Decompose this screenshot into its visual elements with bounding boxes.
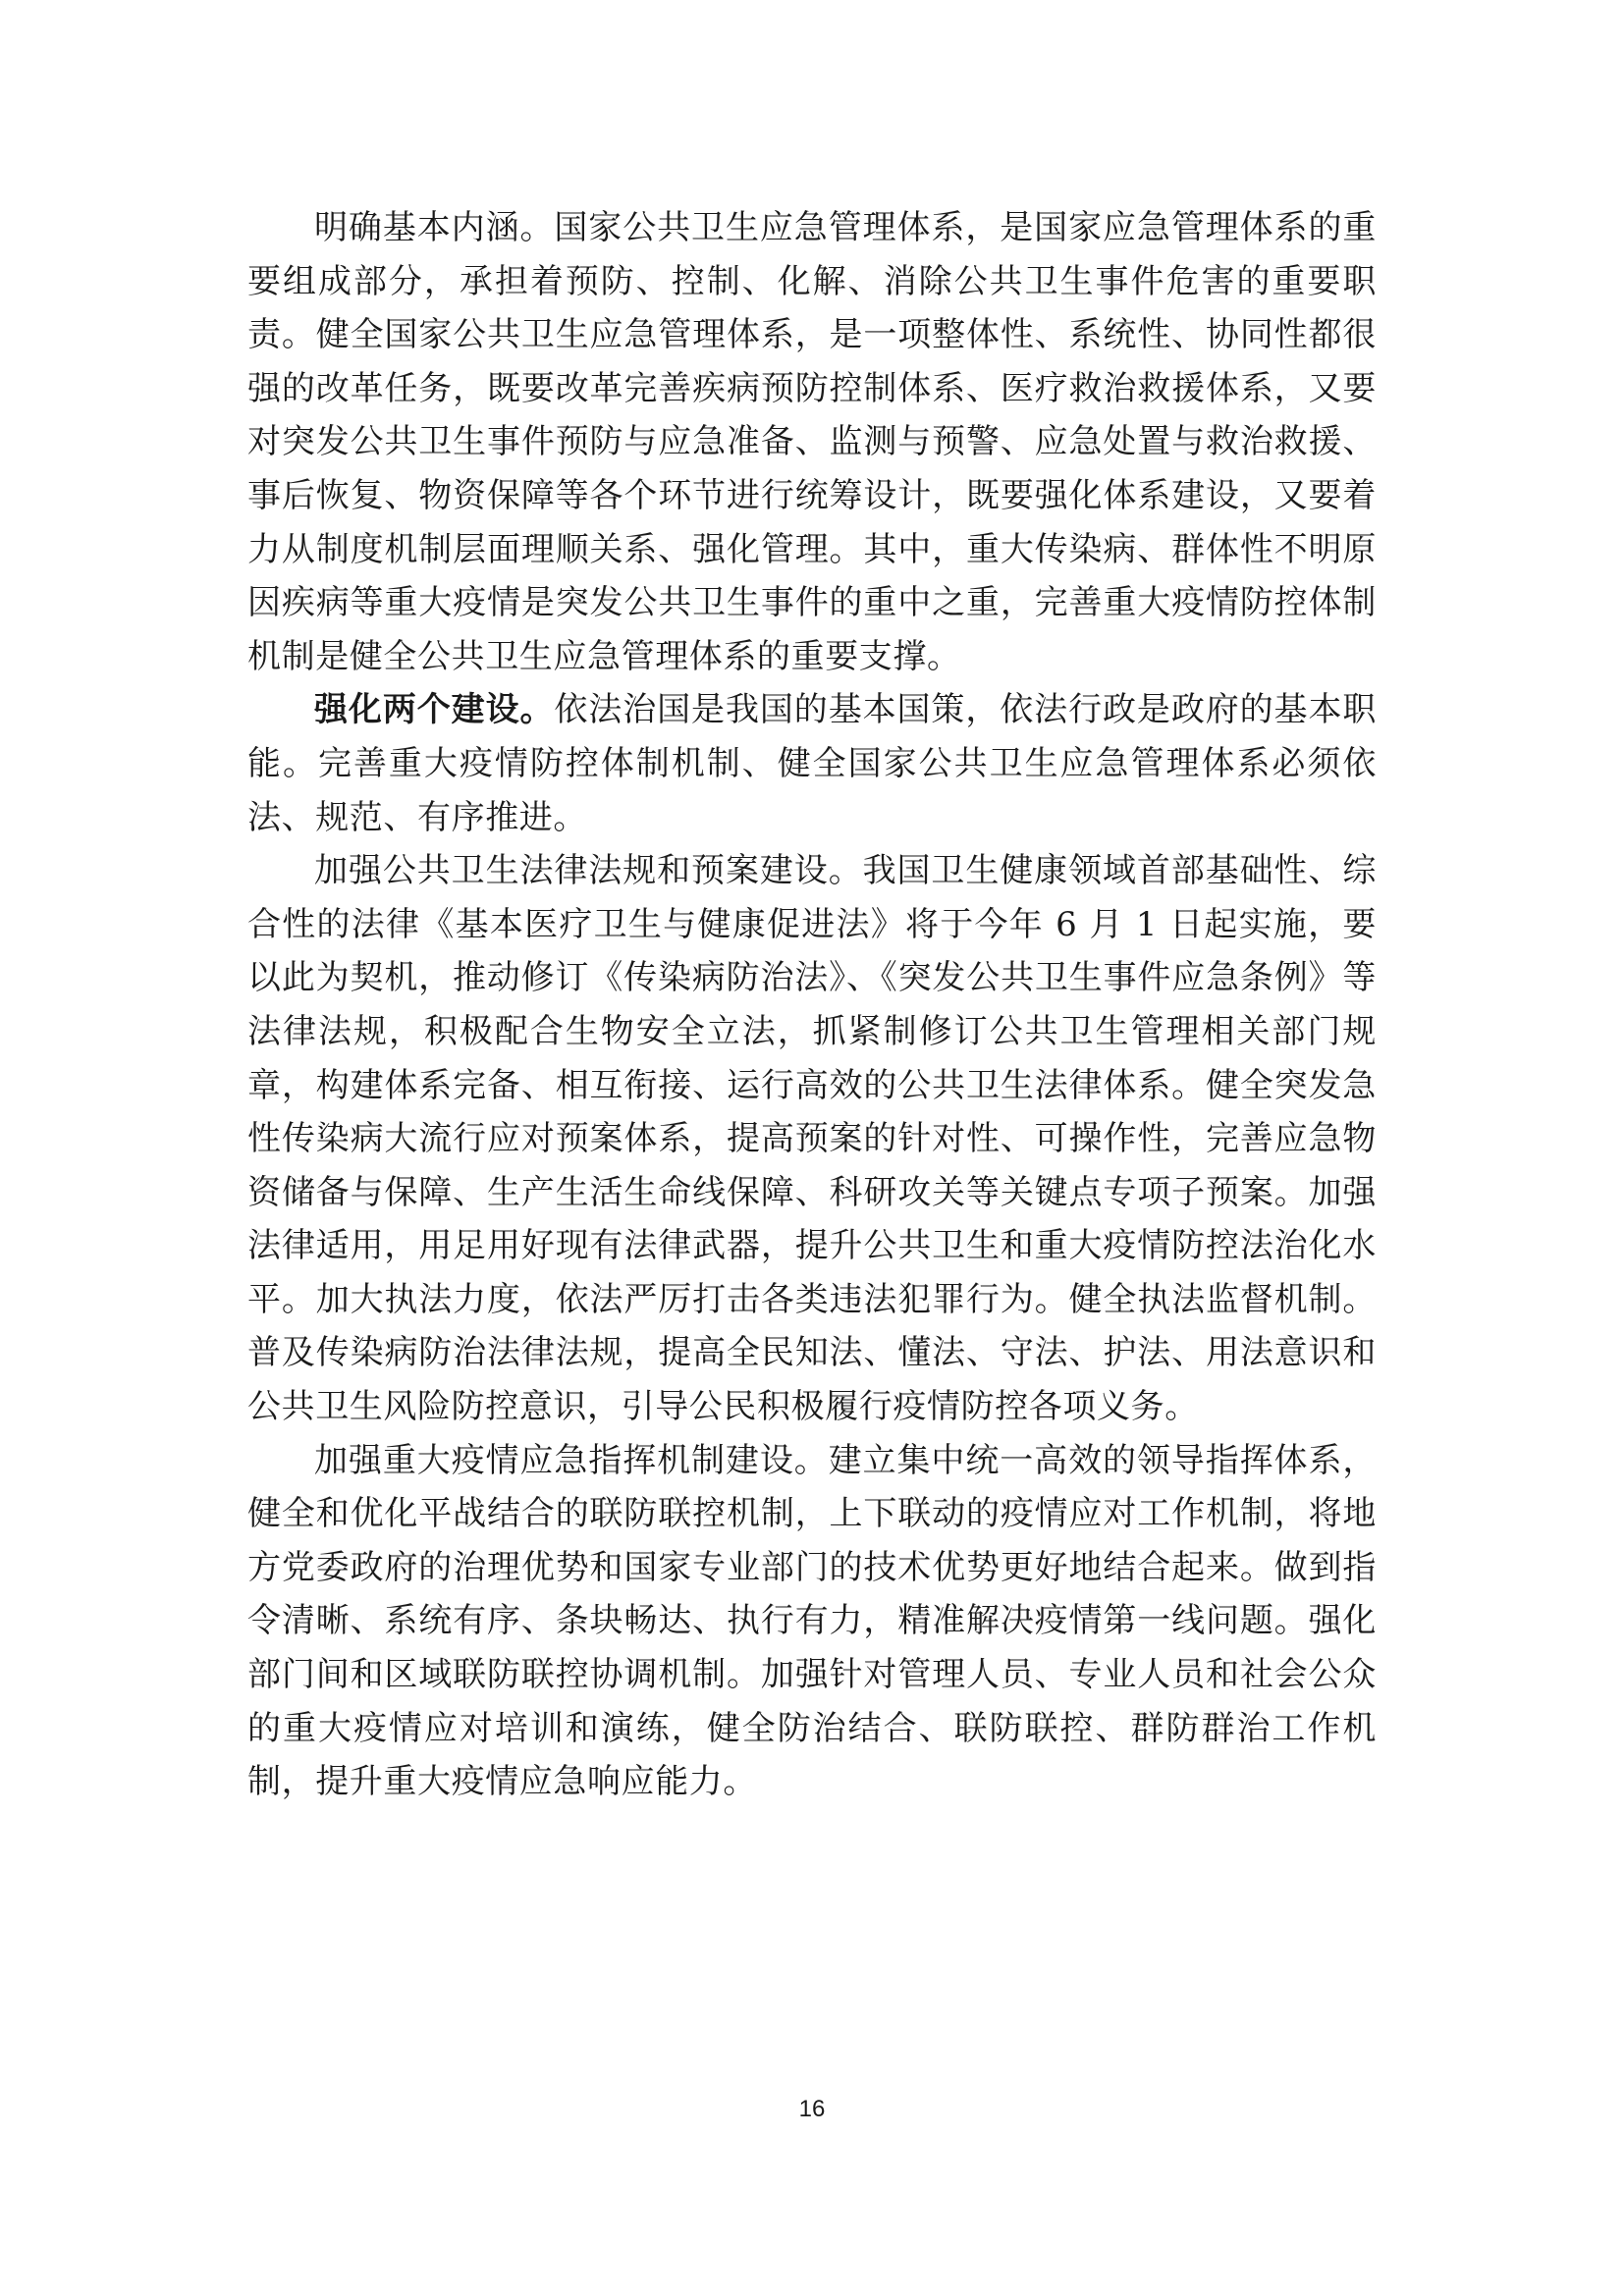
paragraph-legal-framework [247, 844, 1377, 1434]
page-number: 16 [798, 2096, 826, 2122]
paragraph-basic-connotation [247, 201, 1377, 683]
paragraph-text: 依法治国是我国的基本国策，依法行政是政府的基本职能。完善重大疫情防控体制机制、健全国家公共卫生应急管理体系必须依法、规范、有序推进。 [247, 690, 1377, 837]
paragraph-two-constructions [247, 683, 1377, 844]
paragraph-lead: 强化两个建设。 [314, 690, 555, 730]
paragraph-text: 加强公共卫生法律法规和预案建设。我国卫生健康领域首部基础性、综合性的法律《基本医疗卫生与健康促进法》将于今年 6 月 1 日起实施，要以此为契机，推动修订《传染病防治法》、《突发公共卫生事件应急条例》等法律法规，积极配合生物安全立法，抓紧制修订公共卫生管理相关部门规章，构建体系完备、相互衔接、运行高效的公共卫生法律体系。健全突发急性传染病大流行应对预案体系，提高预案的针对性、可操作性，完善应急物资储备与保障、生产生活生命线保障、科研攻关等关键点专项子预案。加强法律适用，用足用好现有法律武器，提升公共卫生和重大疫情防控法治化水平。加大执法力度，依法严厉打击各类违法犯罪行为。健全执法监督机制。普及传染病防治法律法规，提高全民知法、懂法、守法、护法、用法意识和公共卫生风险防控意识，引导公民积极履行疫情防控各项义务。 [247, 851, 1377, 1427]
paragraph-command-mechanism [247, 1434, 1377, 1809]
paragraph-text: 加强重大疫情应急指挥机制建设。建立集中统一高效的领导指挥体系，健全和优化平战结合的联防联控机制，上下联动的疫情应对工作机制，将地方党委政府的治理优势和国家专业部门的技术优势更好地结合起来。做到指令清晰、系统有序、条块畅达、执行有力，精准解决疫情第一线问题。强化部门间和区域联防联控协调机制。加强针对管理人员、专业人员和社会公众的重大疫情应对培训和演练，健全防治结合、联防联控、群防群治工作机制，提升重大疫情应急响应能力。 [247, 1440, 1377, 1802]
paragraph-text: 明确基本内涵。国家公共卫生应急管理体系，是国家应急管理体系的重要组成部分，承担着预防、控制、化解、消除公共卫生事件危害的重要职责。健全国家公共卫生应急管理体系，是一项整体性、系统性、协同性都很强的改革任务，既要改革完善疾病预防控制体系、医疗救治救援体系，又要对突发公共卫生事件预防与应急准备、监测与预警、应急处置与救治救援、事后恢复、物资保障等各个环节进行统筹设计，既要强化体系建设，又要着力从制度机制层面理顺关系、强化管理。其中，重大传染病、群体性不明原因疾病等重大疫情是突发公共卫生事件的重中之重，完善重大疫情防控体制机制是健全公共卫生应急管理体系的重要支撑。 [247, 208, 1377, 676]
document-body [247, 201, 1377, 1809]
